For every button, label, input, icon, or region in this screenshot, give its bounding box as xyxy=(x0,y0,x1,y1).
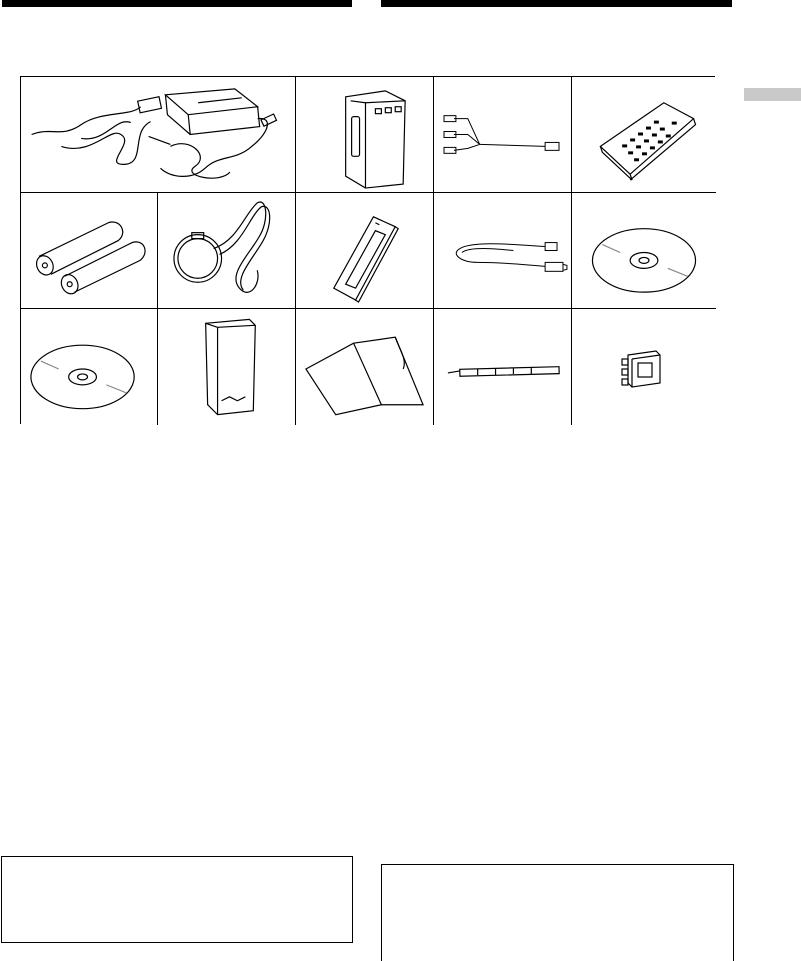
aa-batteries-icon xyxy=(21,193,158,309)
cd-rom-icon xyxy=(572,193,716,309)
battery-terminal-cover-icon xyxy=(158,309,296,425)
usb-cable-icon xyxy=(434,193,572,309)
cleaning-cloth-icon xyxy=(296,309,434,425)
cd-rom-icon xyxy=(21,309,158,425)
battery-pack-icon xyxy=(296,77,434,193)
supplied-accessories-grid xyxy=(20,76,715,424)
stylus-pen-icon xyxy=(434,309,572,425)
section-index-tab xyxy=(744,88,801,101)
right-note-box xyxy=(381,864,734,961)
remote-commander-icon xyxy=(572,77,716,193)
lens-cap-with-strap-icon xyxy=(158,193,296,309)
memory-stick-icon xyxy=(296,193,434,309)
right-column-header-rule xyxy=(381,0,732,7)
av-connecting-cable-icon xyxy=(434,77,572,193)
ac-power-adaptor-icon xyxy=(21,77,296,193)
left-note-box xyxy=(1,856,353,943)
21-pin-adaptor-icon xyxy=(572,309,716,425)
left-column-header-rule xyxy=(2,0,352,7)
